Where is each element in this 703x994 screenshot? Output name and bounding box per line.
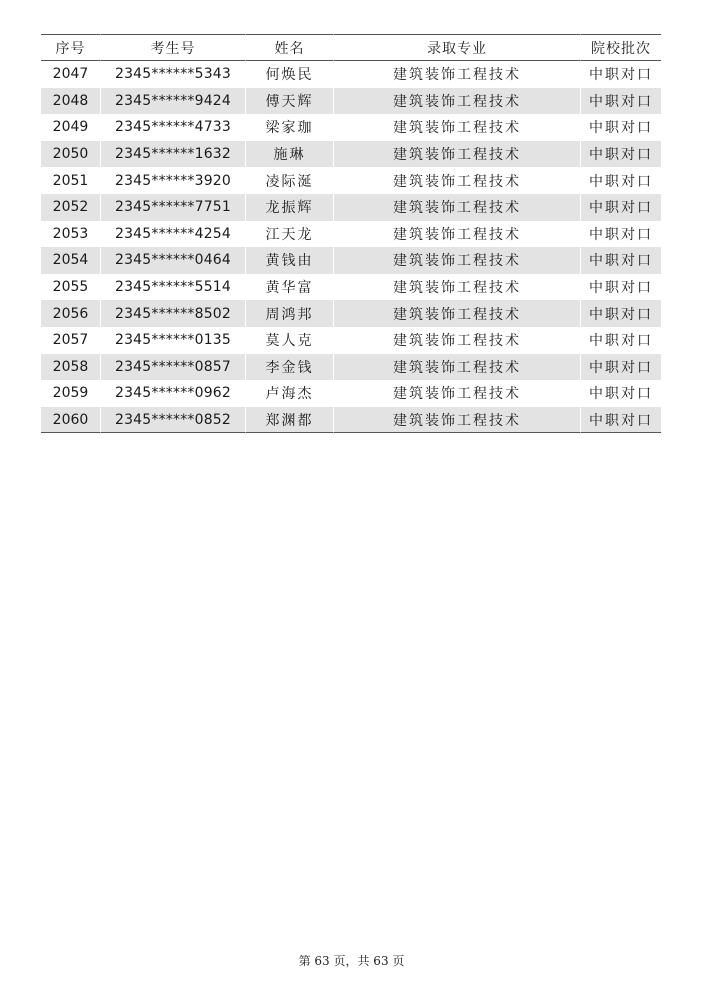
cell-candidate-number: 2345******8502 (101, 300, 246, 327)
cell-name: 周鸿邦 (246, 300, 334, 327)
cell-name: 郑渊都 (246, 407, 334, 434)
cell-serial-number: 2052 (41, 194, 101, 221)
cell-serial-number: 2056 (41, 300, 101, 327)
cell-major: 建筑装饰工程技术 (334, 407, 581, 434)
header-name: 姓名 (246, 34, 334, 61)
table-row (41, 300, 661, 327)
table-row (41, 114, 661, 141)
table-row (41, 380, 661, 407)
header-candidate-number: 考生号 (101, 34, 246, 61)
cell-name: 莫人克 (246, 327, 334, 354)
cell-batch: 中职对口 (589, 386, 653, 403)
cell-serial-number: 2047 (41, 61, 101, 88)
table-row (41, 194, 661, 221)
table-row (41, 354, 661, 381)
cell-batch: 中职对口 (581, 141, 661, 168)
cell-major: 建筑装饰工程技术 (334, 247, 581, 274)
cell-name: 卢海杰 (246, 380, 334, 407)
cell-candidate-number: 2345******1632 (101, 141, 246, 168)
cell-batch: 中职对口 (581, 354, 661, 381)
header-major: 录取专业 (334, 34, 581, 61)
cell-major: 建筑装饰工程技术 (334, 300, 581, 327)
cell-candidate-number: 2345******0962 (101, 380, 246, 407)
cell-candidate-number: 2345******4254 (101, 221, 246, 248)
cell-batch: 中职对口 (589, 226, 653, 243)
cell-serial-number: 2053 (41, 221, 101, 248)
cell-serial-number: 2059 (41, 380, 101, 407)
header-serial-number: 序号 (41, 34, 101, 61)
cell-serial-number: 2050 (41, 141, 101, 168)
cell-name: 黄钱由 (246, 247, 334, 274)
cell-name: 梁家珈 (246, 114, 334, 141)
cell-name: 凌际涎 (246, 167, 334, 194)
cell-batch: 中职对口 (581, 194, 661, 221)
cell-major: 建筑装饰工程技术 (334, 380, 581, 407)
cell-serial-number: 2058 (41, 354, 101, 381)
cell-major: 建筑装饰工程技术 (334, 61, 581, 88)
table-row (41, 141, 661, 168)
cell-major: 建筑装饰工程技术 (334, 194, 581, 221)
cell-serial-number: 2054 (41, 247, 101, 274)
cell-batch: 中职对口 (581, 300, 661, 327)
table-row (41, 61, 661, 88)
page-number-footer: 第 63 页，共 63 页 (298, 954, 405, 968)
cell-major: 建筑装饰工程技术 (334, 88, 581, 115)
cell-candidate-number: 2345******0857 (101, 354, 246, 381)
cell-major: 建筑装饰工程技术 (334, 141, 581, 168)
cell-candidate-number: 2345******5343 (101, 61, 246, 88)
table-body (41, 61, 661, 433)
cell-batch: 中职对口 (581, 247, 661, 274)
table-header (41, 34, 661, 61)
cell-candidate-number: 2345******9424 (101, 88, 246, 115)
cell-major: 建筑装饰工程技术 (334, 354, 581, 381)
cell-candidate-number: 2345******7751 (101, 194, 246, 221)
table-row (41, 247, 661, 274)
cell-candidate-number: 2345******0852 (101, 407, 246, 434)
cell-candidate-number: 2345******3920 (101, 167, 246, 194)
cell-candidate-number: 2345******4733 (101, 114, 246, 141)
cell-major: 建筑装饰工程技术 (334, 114, 581, 141)
table-row (41, 274, 661, 301)
cell-batch: 中职对口 (589, 67, 653, 84)
cell-batch: 中职对口 (589, 333, 653, 350)
cell-batch: 中职对口 (581, 88, 661, 115)
cell-serial-number: 2051 (41, 167, 101, 194)
cell-serial-number: 2049 (41, 114, 101, 141)
cell-major: 建筑装饰工程技术 (334, 327, 581, 354)
cell-candidate-number: 2345******0135 (101, 327, 246, 354)
table-row (41, 167, 661, 194)
cell-candidate-number: 2345******0464 (101, 247, 246, 274)
table-row (41, 88, 661, 115)
cell-major: 建筑装饰工程技术 (334, 167, 581, 194)
cell-name: 江天龙 (246, 221, 334, 248)
header-row (41, 34, 661, 61)
cell-major: 建筑装饰工程技术 (334, 274, 581, 301)
cell-serial-number: 2048 (41, 88, 101, 115)
cell-name: 施琳 (246, 141, 334, 168)
table-row (41, 221, 661, 248)
cell-name: 李金钱 (246, 354, 334, 381)
cell-name: 何焕民 (246, 61, 334, 88)
table-row (41, 407, 661, 434)
cell-name: 黄华富 (246, 274, 334, 301)
cell-serial-number: 2055 (41, 274, 101, 301)
cell-major: 建筑装饰工程技术 (334, 221, 581, 248)
admission-table-container (41, 34, 661, 433)
cell-batch: 中职对口 (589, 280, 653, 297)
cell-serial-number: 2060 (41, 407, 101, 434)
cell-serial-number: 2057 (41, 327, 101, 354)
table-row (41, 327, 661, 354)
cell-batch: 中职对口 (589, 173, 653, 190)
admission-table (41, 34, 661, 433)
cell-candidate-number: 2345******5514 (101, 274, 246, 301)
cell-batch: 中职对口 (581, 407, 661, 434)
header-batch: 院校批次 (581, 34, 661, 61)
cell-batch: 中职对口 (589, 120, 653, 137)
cell-name: 傅天辉 (246, 88, 334, 115)
cell-name: 龙振辉 (246, 194, 334, 221)
